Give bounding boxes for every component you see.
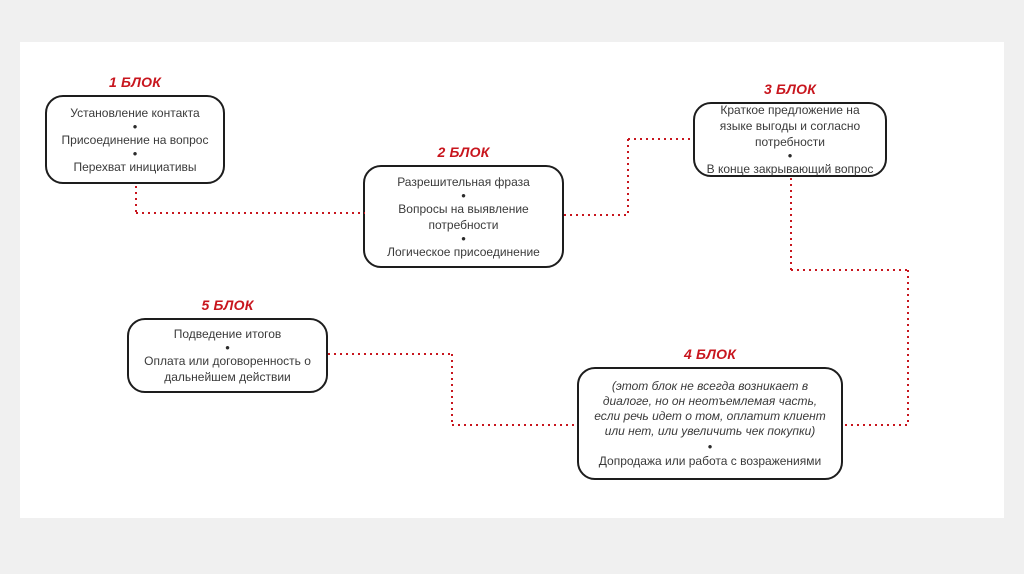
bullet-separator: • <box>461 230 466 246</box>
block-line: Оплата или договоренность о дальнейшем действии <box>144 354 311 384</box>
block-line: В конце закрывающий вопрос <box>706 162 874 176</box>
block-3-label: 3 БЛОК <box>763 81 817 97</box>
block-1-label: 1 БЛОК <box>108 74 162 90</box>
bullet-separator: • <box>225 340 230 355</box>
block-line: Установление контакта <box>70 105 200 120</box>
connector-1-2-segment <box>136 212 365 214</box>
bullet-separator: • <box>461 187 466 203</box>
block-3-box <box>693 102 887 177</box>
block-line: Присоединение на вопрос <box>61 132 209 147</box>
connector-1-2-segment <box>135 186 137 213</box>
connector-4-5-segment <box>451 354 453 426</box>
block-line: Краткое предложение на языке выгоды и согласно потребности <box>719 103 861 149</box>
block-4-label: 4 БЛОК <box>683 346 737 362</box>
connector-2-3-segment <box>564 214 628 216</box>
connector-3-4-segment <box>845 424 908 426</box>
block-4 <box>577 346 843 480</box>
connector-2-3-segment <box>628 138 693 140</box>
connector-3-4-segment <box>907 270 909 425</box>
block-line: Разрешительная фраза <box>397 174 530 189</box>
bullet-separator: • <box>132 118 138 134</box>
block-3 <box>693 81 887 177</box>
block-line: Подведение итогов <box>173 327 282 341</box>
block-2 <box>363 144 564 268</box>
bullet-separator: • <box>787 148 793 163</box>
block-line: Перехват инициативы <box>73 159 197 174</box>
connector-4-5-segment <box>452 424 577 426</box>
block-note: (этот блок не всегда возникает в диалоге, но он неотъемлемая часть, если речь идет о том, оплатит клиент или нет, или увеличить чек покупки) <box>594 378 826 438</box>
block-line: Логическое присоединение <box>387 244 540 259</box>
bullet-separator: • <box>707 438 713 454</box>
block-5 <box>127 297 328 393</box>
block-5-box <box>127 318 328 393</box>
block-2-label: 2 БЛОК <box>437 144 490 160</box>
connector-3-4-segment <box>791 269 908 271</box>
flow-panel <box>20 42 1004 518</box>
block-1-box <box>45 95 225 184</box>
connector-3-4-segment <box>790 178 792 270</box>
block-2-box <box>363 165 564 268</box>
connector-4-5-segment <box>328 353 452 355</box>
block-line: Вопросы на выявление потребности <box>398 201 529 232</box>
block-1 <box>45 74 225 184</box>
bullet-separator: • <box>132 145 138 161</box>
block-4-box <box>577 367 843 480</box>
block-5-label: 5 БЛОК <box>201 297 254 313</box>
connector-2-3-segment <box>627 139 629 216</box>
block-line: Допродажа или работа с возражениями <box>598 453 822 468</box>
